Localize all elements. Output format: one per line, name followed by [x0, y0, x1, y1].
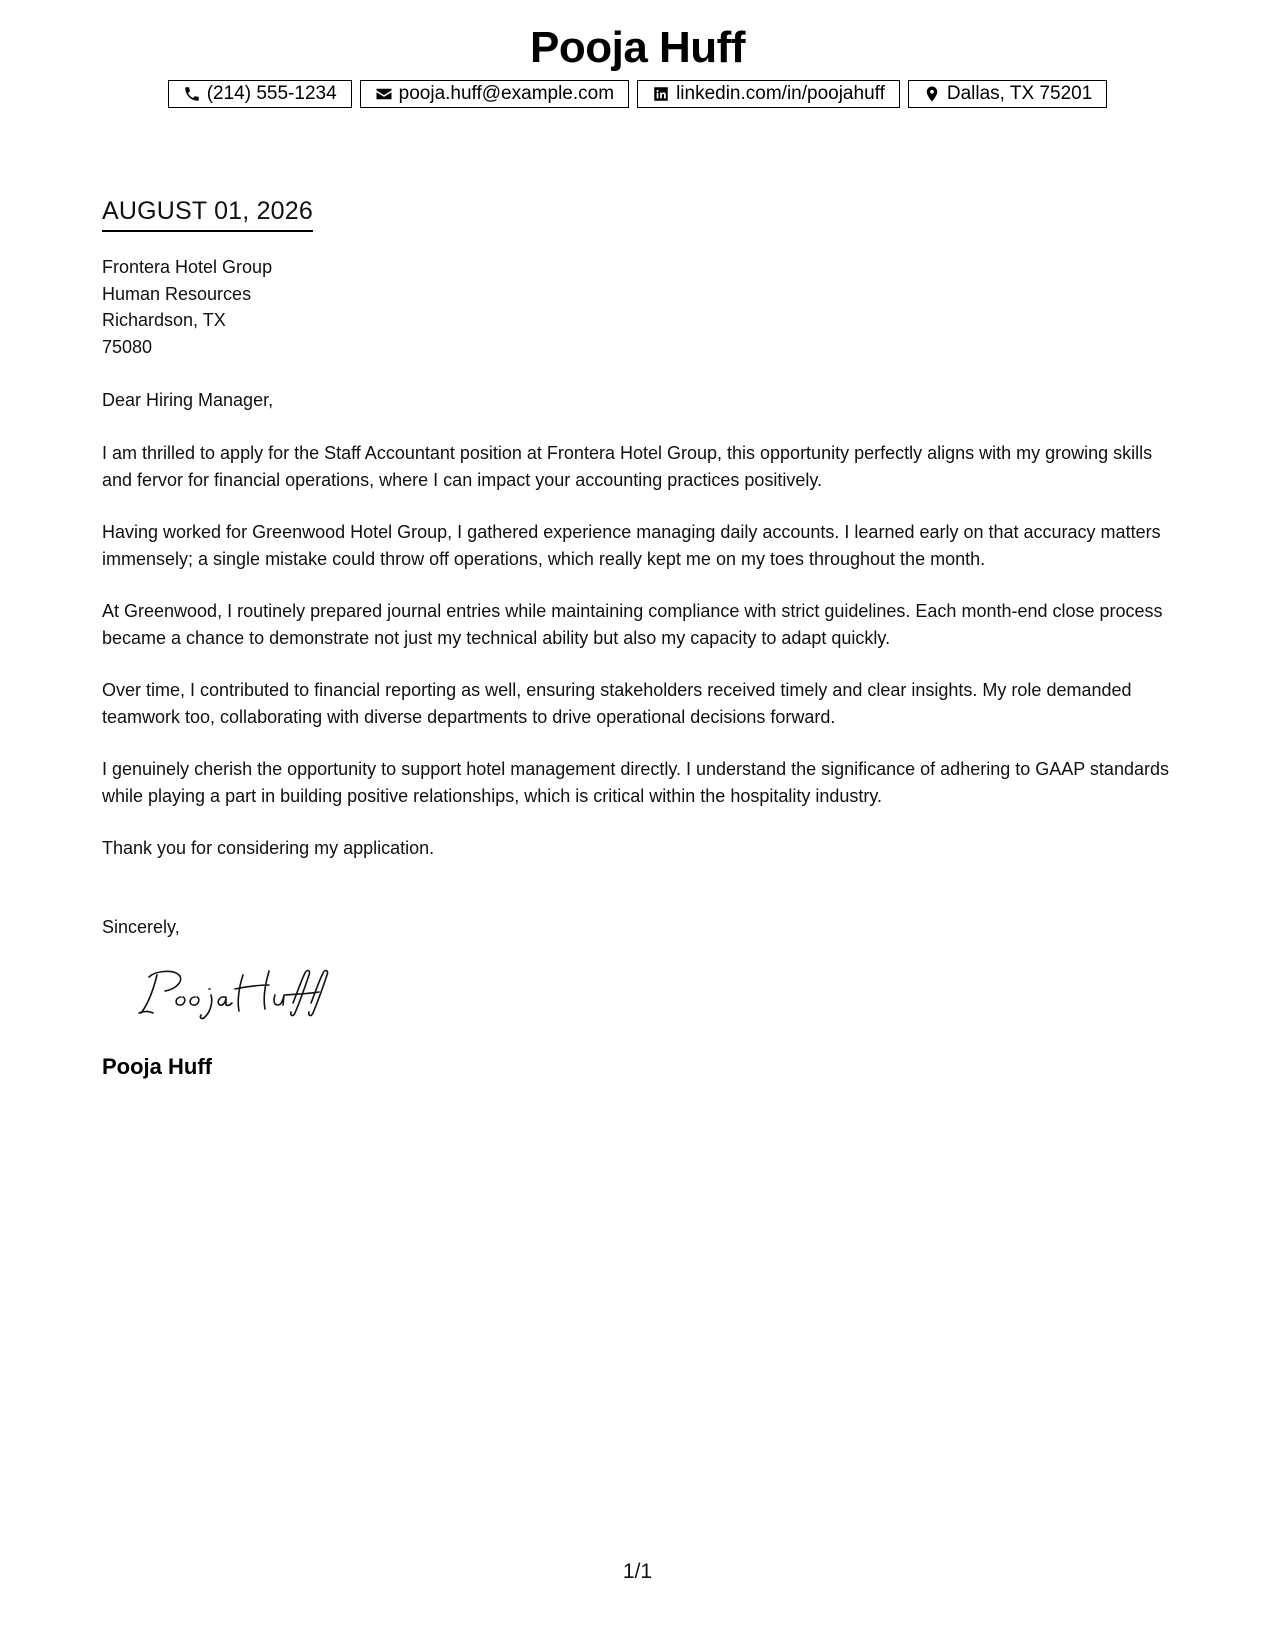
page-number: 1/1	[622, 1560, 653, 1583]
recipient-address	[102, 254, 1177, 360]
closing: Sincerely,	[102, 917, 180, 937]
body-paragraph: At Greenwood, I routinely prepared journal entries while maintaining compliance with strict guidelines. Each month-end close process became a chance to demonstrate not just my technical ability but also my capacity to adapt quickly.	[102, 601, 1163, 648]
letter-date: AUGUST 01, 2026	[102, 196, 313, 232]
body-paragraph: I am thrilled to apply for the Staff Accountant position at Frontera Hotel Group, this opportunity perfectly aligns with my growing skills and fervor for financial operations, where I can impact your accounting practices positively.	[102, 443, 1153, 490]
recipient-company: Frontera Hotel Group	[102, 257, 273, 277]
body-paragraph: Over time, I contributed to financial reporting as well, ensuring stakeholders received timely and clear insights. My role demanded teamwork too, collaborating with diverse departments to drive operational decisions forward.	[102, 680, 1132, 727]
recipient-city-state: Richardson, TX	[102, 310, 226, 330]
salutation: Dear Hiring Manager,	[102, 390, 274, 410]
contact-linkedin	[637, 80, 900, 108]
handwritten-signature	[135, 965, 335, 1025]
envelope-icon	[375, 85, 393, 103]
email-text: pooja.huff@example.com	[398, 83, 615, 104]
location-text: Dallas, TX 75201	[946, 83, 1093, 104]
body-paragraph: Having worked for Greenwood Hotel Group, I gathered experience managing daily accounts. I learned early on that accuracy matters immensely; a single mistake could throw off operations, which really kept me on my toes throughout the month.	[102, 522, 1161, 569]
contact-info-row	[0, 80, 1275, 108]
applicant-name-header: Pooja Huff	[530, 23, 745, 72]
linkedin-text: linkedin.com/in/poojahuff	[676, 83, 885, 104]
body-paragraph: Thank you for considering my application.	[102, 838, 435, 858]
phone-text: (214) 555-1234	[206, 83, 337, 104]
contact-phone	[168, 80, 352, 108]
letter-body	[102, 440, 1177, 888]
body-paragraph: I genuinely cherish the opportunity to support hotel management directly. I understand the significance of adhering to GAAP standards while playing a part in building positive relationships, which is critical within the hospitality industry.	[102, 759, 1169, 806]
contact-email	[360, 80, 629, 108]
phone-icon	[183, 85, 201, 103]
recipient-department: Human Resources	[102, 283, 252, 304]
recipient-zip: 75080	[102, 336, 153, 357]
linkedin-icon	[652, 85, 670, 103]
signer-name: Pooja Huff	[102, 1054, 212, 1079]
contact-location	[908, 80, 1107, 108]
map-pin-icon	[923, 85, 941, 103]
